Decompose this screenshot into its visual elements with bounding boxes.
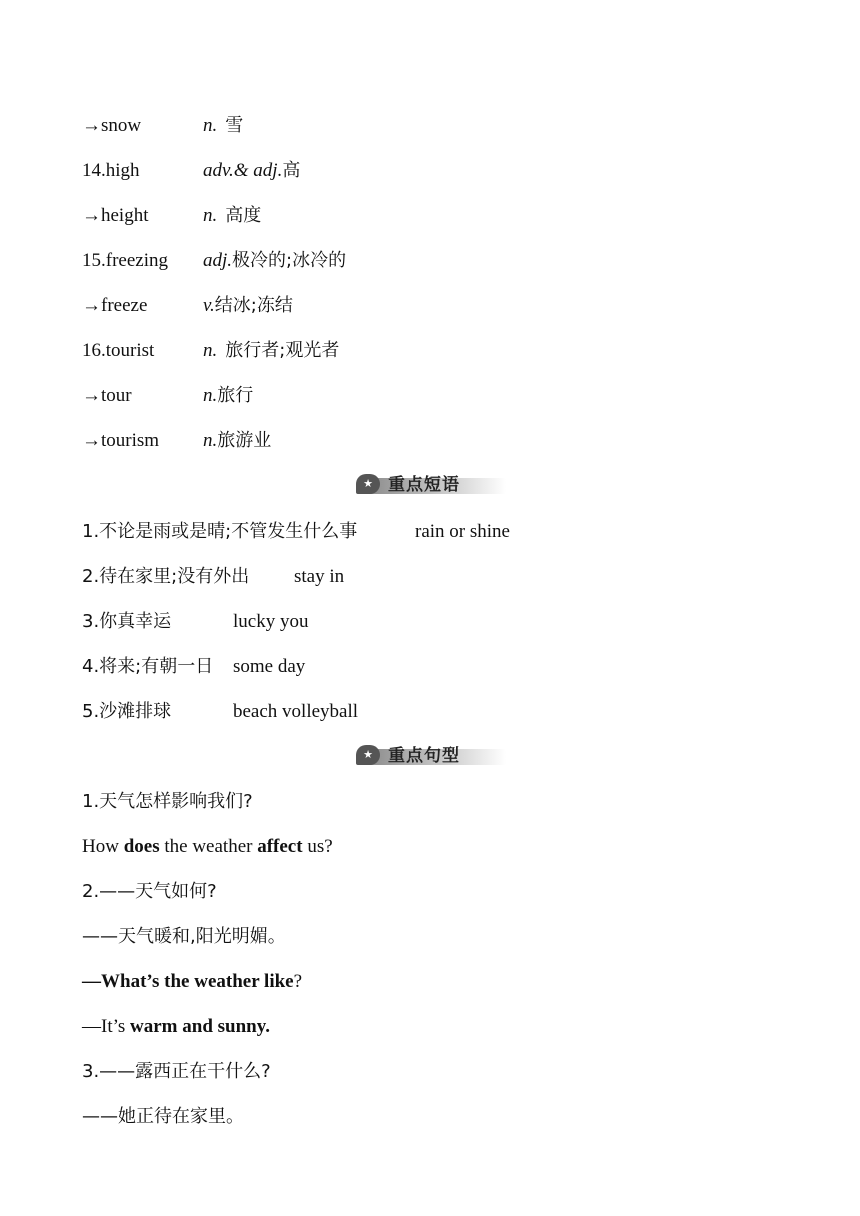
vocab-meaning: 极冷的;冰冷的: [232, 250, 347, 271]
section-header-sentences: [356, 743, 506, 769]
vocab-pos: n.: [203, 430, 218, 451]
sentence-3-zh-question: 3.——露西正在干什么?: [82, 1061, 271, 1082]
section-header-phrases: [356, 472, 506, 498]
vocab-meaning: 高度: [225, 205, 262, 226]
sentence-1-zh: 1.天气怎样影响我们?: [82, 791, 253, 812]
sentence-en: [82, 834, 333, 860]
phrase-row: [82, 564, 345, 590]
sentence-text: the weather: [159, 836, 258, 857]
vocab-row: [82, 248, 347, 274]
vocab-meaning: 旅游业: [217, 430, 272, 451]
section-title: 重点句型: [388, 746, 460, 766]
sentence-en: [82, 969, 302, 995]
vocab-word: 16.tourist: [82, 340, 155, 361]
phrase-row: [82, 519, 510, 545]
phrase-zh: 1.不论是雨或是晴;不管发生什么事: [82, 521, 358, 542]
vocab-meaning: 结冰;冻结: [214, 295, 293, 316]
section-title: 重点短语: [388, 475, 460, 495]
vocab-row: [82, 203, 262, 229]
vocab-pos: adv.& adj.: [203, 160, 283, 181]
vocab-word: →freeze: [82, 295, 148, 316]
phrase-en: some day: [233, 656, 306, 677]
sentence-text: —It’s: [82, 1016, 131, 1037]
phrase-row: [82, 609, 309, 635]
vocab-pos: n.: [203, 340, 218, 361]
vocab-row: [82, 338, 340, 364]
phrase-en: lucky you: [233, 611, 309, 632]
vocab-row: [82, 383, 254, 409]
star-icon: ★: [356, 474, 380, 494]
vocab-meaning: 旅行者;观光者: [225, 340, 340, 361]
sentence-zh: [82, 789, 253, 815]
sentence-keyword: affect: [257, 836, 303, 857]
sentence-2-zh-answer: ——天气暖和,阳光明媚。: [82, 926, 286, 947]
vocab-word: →height: [82, 205, 149, 226]
vocab-meaning: 高: [282, 160, 301, 181]
sentence-3-zh-answer: ——她正待在家里。: [82, 1106, 244, 1127]
phrase-en: beach volleyball: [233, 701, 359, 722]
phrase-row: [82, 699, 359, 725]
vocab-word: 14.high: [82, 160, 140, 181]
phrase-en: rain or shine: [415, 521, 510, 542]
vocab-pos: n.: [203, 385, 218, 406]
sentence-zh: [82, 1059, 271, 1085]
sentence-zh: [82, 879, 217, 905]
phrase-zh: 5.沙滩排球: [82, 701, 172, 722]
phrase-zh: 2.待在家里;没有外出: [82, 566, 250, 587]
vocab-meaning: 旅行: [217, 385, 254, 406]
phrase-zh: 3.你真幸运: [82, 611, 172, 632]
sentence-zh: [82, 1104, 244, 1130]
vocab-row: [82, 113, 244, 139]
vocab-row: [82, 428, 272, 454]
vocab-word: →tour: [82, 385, 132, 406]
phrase-zh: 4.将来;有朝一日: [82, 656, 214, 677]
vocab-word: →snow: [82, 115, 142, 136]
sentence-text: How: [82, 836, 124, 857]
vocab-pos: n.: [203, 115, 218, 136]
vocab-word: 15.freezing: [82, 250, 168, 271]
vocab-pos: n.: [203, 205, 218, 226]
vocab-row: [82, 293, 293, 319]
sentence-zh: [82, 924, 286, 950]
sentence-2-zh-question: 2.——天气如何?: [82, 881, 217, 902]
vocab-meaning: 雪: [225, 115, 244, 136]
vocab-word: →tourism: [82, 430, 160, 451]
star-icon: ★: [356, 745, 380, 765]
vocab-pos: adj.: [203, 250, 233, 271]
vocab-row: [82, 158, 301, 184]
vocab-pos: v.: [203, 295, 215, 316]
sentence-en: [82, 1014, 270, 1040]
sentence-keyword: warm and sunny.: [130, 1016, 270, 1037]
sentence-keyword: does: [123, 836, 160, 857]
sentence-keyword: —What’s the weather like: [82, 971, 294, 992]
phrase-row: [82, 654, 306, 680]
sentence-text: us?: [302, 836, 333, 857]
phrase-en: stay in: [294, 566, 345, 587]
sentence-text: ?: [293, 971, 303, 992]
